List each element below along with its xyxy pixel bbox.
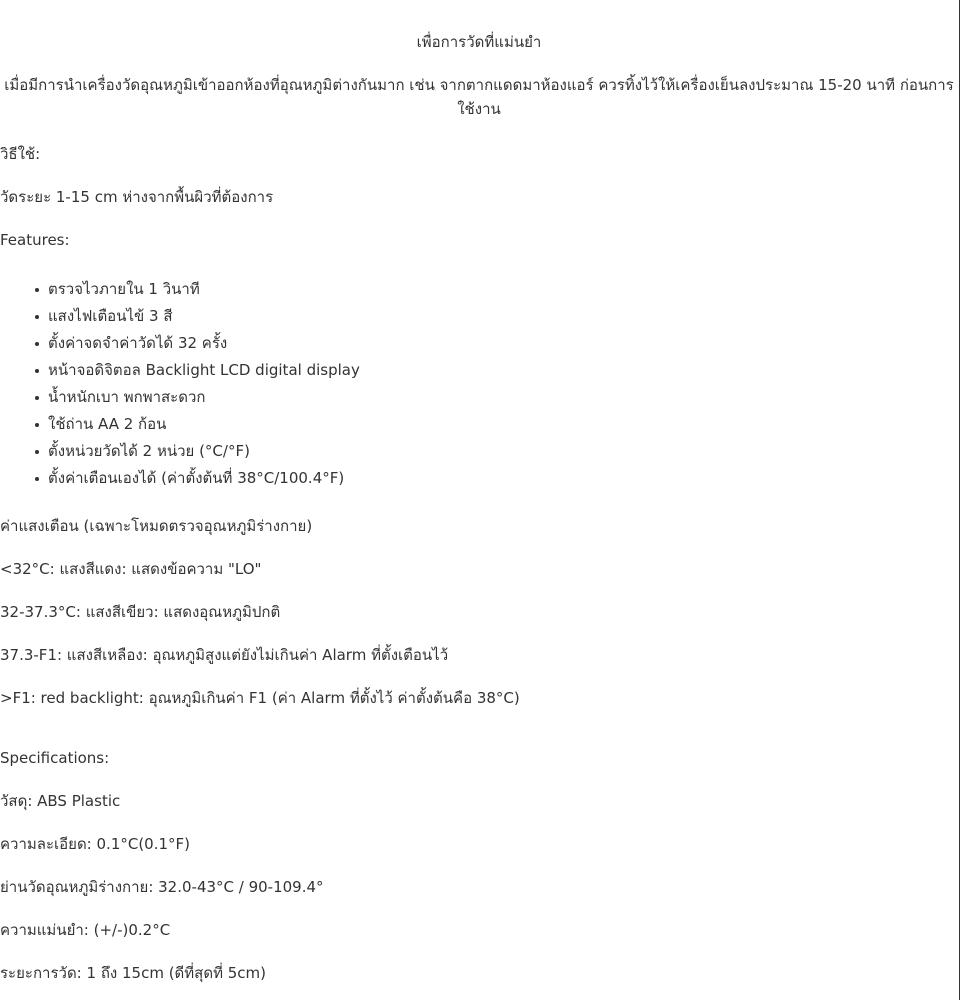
alert-item-high: 37.3-F1: แสงสีเหลือง: อุณหภูมิสูงแต่ยังไม่เกินค่า Alarm ที่ตั้งเตือนไว้ <box>0 646 449 664</box>
features-title: Features: <box>0 231 70 249</box>
feature-item: แสงไฟเตือนไข้ 3 สี <box>48 305 360 332</box>
feature-item: ตั้งหน่วยวัดได้ 2 หน่วย (°C/°F) <box>48 440 360 467</box>
alert-item-over: >F1: red backlight: อุณหภูมิเกินค่า F1 (ค่า Alarm ที่ตั้งไว้ ค่าตั้งต้นคือ 38°C) <box>0 689 520 707</box>
alert-item-lo: <32°C: แสงสีแดง: แสดงข้อความ "LO" <box>0 560 262 578</box>
spec-accuracy: ความแม่นยำ: (+/-)0.2°C <box>0 921 171 939</box>
feature-item: ตั้งค่าจดจำค่าวัดได้ 32 ครั้ง <box>48 332 360 359</box>
accuracy-intro: เมื่อมีการนำเครื่องวัดอุณหภูมิเข้าออกห้องที่อุณหภูมิต่างกันมาก เช่น จากตากแดดมาห้องแอร์ ควรทิ้งไว้ให้เครื่องเย็นลงประมาณ 15-20 นาที ก่อนการใช้งาน <box>4 76 954 118</box>
usage-title: วิธีใช้: <box>0 145 41 163</box>
spec-range: ย่านวัดอุณหภูมิร่างกาย: 32.0-43°C / 90-109.4° <box>0 878 324 896</box>
specs-title: Specifications: <box>0 749 110 767</box>
alert-item-normal: 32-37.3°C: แสงสีเขียว: แสดงอุณหภูมิปกติ <box>0 603 281 621</box>
spec-resolution: ความละเอียด: 0.1°C(0.1°F) <box>0 835 191 853</box>
alerts-title: ค่าแสงเตือน (เฉพาะโหมดตรวจอุณหภูมิร่างกาย) <box>0 517 313 535</box>
accuracy-heading: เพื่อการวัดที่แม่นยำ <box>416 33 542 51</box>
spec-distance: ระยะการวัด: 1 ถึง 15cm (ดีที่สุดที่ 5cm) <box>0 964 266 982</box>
usage-text: วัดระยะ 1-15 cm ห่างจากพื้นผิวที่ต้องการ <box>0 188 274 206</box>
feature-item: หน้าจอดิจิตอล Backlight LCD digital display <box>48 359 360 386</box>
feature-item: ตั้งค่าเตือนเองได้ (ค่าตั้งต้นที่ 38°C/100.4°F) <box>48 467 360 494</box>
features-list <box>0 278 360 494</box>
spec-material: วัสดุ: ABS Plastic <box>0 792 121 810</box>
feature-item: ใช้ถ่าน AA 2 ก้อน <box>48 413 360 440</box>
feature-item: ตรวจไวภายใน 1 วินาที <box>48 278 360 305</box>
feature-item: น้ำหนักเบา พกพาสะดวก <box>48 386 360 413</box>
